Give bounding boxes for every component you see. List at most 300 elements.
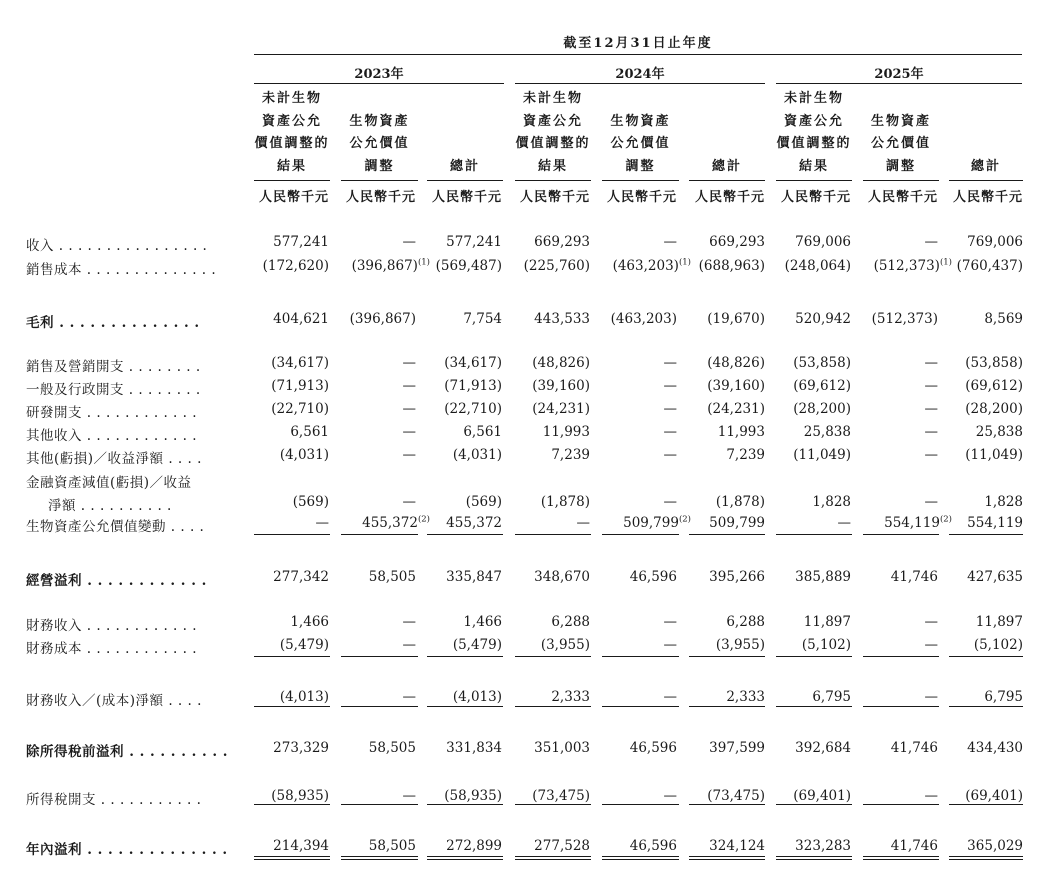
table-cell [249,355,329,371]
table-cell [249,311,329,327]
table-cell [858,838,938,854]
row-label [26,378,201,398]
table-cell [249,740,329,756]
column-header-line: 結果 [537,158,568,174]
cell-value: 25,838 [975,424,1023,440]
divider-line [254,83,504,84]
column-header-line: 生物資產 [349,113,410,129]
table-cell [249,515,329,531]
cell-value: (225,760) [523,258,590,274]
period-title: 截至12月31日止年度 [563,36,713,51]
cell-value: 1,828 [984,494,1023,510]
cell-value: (39,160) [707,378,765,394]
header-underline [427,180,503,181]
row-label-text: 淨額 [48,498,76,514]
cell-value: 214,394 [273,838,329,854]
cell-value: (24,231) [707,401,765,417]
total-underline [515,656,591,657]
cell-value: 58,505 [368,569,416,585]
divider-line [254,54,1022,55]
cell-value: (569) [465,494,502,510]
cell-value: 397,599 [709,740,765,756]
footnote-marker: (2) [417,514,430,525]
cell-value: 11,993 [542,424,590,440]
total-underline [776,706,852,707]
row-label [26,838,228,858]
total-underline [341,534,418,535]
table-cell [685,234,765,250]
cell-value: 554,119 [884,515,940,531]
total-underline [776,859,852,860]
cell-value: — [402,689,416,705]
table-cell [858,494,938,510]
cell-value: 769,006 [795,234,851,250]
cell-value: 6,795 [812,689,851,705]
table-cell [771,378,851,394]
cell-value: 351,003 [534,740,590,756]
column-header-line: 總計 [449,158,480,174]
table-cell [336,614,416,630]
table-cell [771,637,851,653]
row-label-text: 財務成本 [26,641,82,657]
cell-value: 427,635 [967,569,1023,585]
total-underline [515,804,591,805]
table-cell [422,637,502,653]
cell-value: (69,401) [965,788,1023,804]
cell-value: (1,878) [715,494,765,510]
table-cell [685,401,765,417]
leader-dots: . . . . . . . . . . . [96,792,202,808]
row-label [26,424,197,444]
cell-value: (53,858) [793,355,851,371]
column-header-line: 價值調整的 [515,136,591,151]
column-header-line: 公允價值 [610,136,671,151]
row-label [26,258,216,278]
table-cell [943,234,1023,250]
cell-value: (4,031) [279,447,329,463]
row-label-text: 財務收入／(成本)淨額 [26,693,164,709]
cell-value: — [402,614,416,630]
leader-dots: . . . . . . . . . . . . [82,573,207,589]
leader-dots: . . . . . . . . . . . . [82,428,197,444]
table-cell [336,234,416,250]
total-underline [341,859,418,860]
table-cell [943,614,1023,630]
table-cell [858,637,938,653]
footnote-marker: (1) [939,257,952,268]
leader-dots: . . . . . . . . . . . . [82,405,197,421]
table-cell [510,740,590,756]
total-underline [427,804,503,805]
table-cell [943,378,1023,394]
total-underline [602,706,679,707]
table-cell [597,378,677,394]
cell-value: 46,596 [629,838,677,854]
cell-value: — [924,788,938,804]
table-cell [943,494,1023,510]
cell-value: (569) [292,494,329,510]
cell-value: 277,342 [273,569,329,585]
total-underline [776,856,852,857]
table-cell [685,788,765,804]
column-header-line: 價值調整的 [776,136,852,151]
table-cell [872,258,952,274]
cell-value: 273,329 [273,740,329,756]
cell-value: — [924,494,938,510]
cell-value: (71,913) [271,378,329,394]
cell-value: 323,283 [795,838,851,854]
table-cell [597,637,677,653]
cell-value: 1,466 [290,614,329,630]
divider-line [776,83,1022,84]
cell-value: (39,160) [532,378,590,394]
table-cell [422,258,502,274]
total-underline [863,706,939,707]
table-cell [510,788,590,804]
table-cell [943,569,1023,585]
cell-value: (3,955) [540,637,590,653]
footnote-marker: (1) [678,257,691,268]
total-underline [949,706,1023,707]
table-cell [422,311,502,327]
table-cell [685,378,765,394]
cell-value: 6,561 [463,424,502,440]
table-cell [858,614,938,630]
row-label-text: 銷售成本 [26,262,82,278]
total-underline [689,804,765,805]
row-label [26,569,207,589]
total-underline [949,656,1023,657]
total-underline [863,856,939,857]
cell-value: 443,533 [534,311,590,327]
table-cell [510,234,590,250]
total-underline [776,804,852,805]
table-cell [597,494,677,510]
table-cell [336,378,416,394]
leader-dots: . . . . [166,519,205,535]
cell-value: 11,897 [803,614,851,630]
table-cell [685,424,765,440]
table-cell [685,614,765,630]
table-cell [771,234,851,250]
total-underline [341,804,418,805]
total-underline [515,859,591,860]
table-cell [771,447,851,463]
cell-value: (69,612) [965,378,1023,394]
unit-label: 人民幣千元 [867,190,938,205]
table-cell [597,447,677,463]
cell-value: — [924,637,938,653]
cell-value: (4,031) [452,447,502,463]
header-underline [341,180,418,181]
total-underline [689,706,765,707]
table-cell [685,447,765,463]
total-underline [602,534,679,535]
table-cell [510,614,590,630]
cell-value: — [402,494,416,510]
table-cell [510,355,590,371]
table-cell [858,401,938,417]
cell-value: 769,006 [967,234,1023,250]
cell-value: — [402,378,416,394]
table-cell [510,378,590,394]
cell-value: 395,266 [709,569,765,585]
cell-value: (11,049) [793,447,851,463]
table-cell [597,788,677,804]
table-cell [422,788,502,804]
table-cell [510,311,590,327]
total-underline [427,534,503,535]
cell-value: — [924,234,938,250]
total-underline [863,534,939,535]
cell-value: 455,372 [362,515,418,531]
cell-value: (22,710) [271,401,329,417]
table-cell [597,689,677,705]
row-label [26,788,201,808]
column-header-line: 未計生物 [261,91,322,106]
cell-value: — [402,424,416,440]
table-cell [685,311,765,327]
total-underline [427,656,503,657]
total-underline [949,804,1023,805]
row-label [26,311,200,331]
cell-value: (11,049) [965,447,1023,463]
row-label [26,614,197,634]
leader-dots: . . . . . . . . . . . . . . [82,842,228,858]
cell-value: 1,828 [812,494,851,510]
table-cell [350,258,430,274]
cell-value: (512,373) [871,311,938,327]
divider-line [515,83,765,84]
table-cell [422,494,502,510]
total-underline [254,706,330,707]
cell-value: 509,799 [709,515,765,531]
cell-value: 385,889 [795,569,851,585]
cell-value: 392,684 [795,740,851,756]
footnote-marker: (2) [939,514,952,525]
total-underline [949,534,1023,535]
table-cell [771,614,851,630]
total-underline [427,859,503,860]
table-cell [943,689,1023,705]
cell-value: (5,479) [279,637,329,653]
table-cell [872,515,952,531]
cell-value: (19,670) [707,311,765,327]
total-underline [863,804,939,805]
cell-value: (3,955) [715,637,765,653]
table-cell [336,401,416,417]
cell-value: — [663,234,677,250]
row-label-text: 收入 [26,238,54,254]
leader-dots: . . . . . . . . . . . . [82,641,197,657]
year-heading: 2025年 [874,67,924,82]
total-underline [254,856,330,857]
table-cell [336,788,416,804]
cell-value: 348,670 [534,569,590,585]
cell-value: (58,935) [271,788,329,804]
unit-label: 人民幣千元 [952,190,1023,205]
table-cell [249,424,329,440]
row-label-text: 金融資產減值(虧損)／收益 [26,475,192,491]
cell-value: 277,528 [534,838,590,854]
cell-value: — [663,424,677,440]
row-label [48,494,172,514]
total-underline [776,656,852,657]
table-cell [422,424,502,440]
cell-value: (760,437) [956,258,1023,274]
cell-value: 6,561 [290,424,329,440]
table-cell [685,569,765,585]
cell-value: — [924,401,938,417]
table-cell [943,355,1023,371]
total-underline [427,706,503,707]
cell-value: (48,826) [707,355,765,371]
table-cell [858,788,938,804]
cell-value: (463,203) [610,311,677,327]
cell-value: — [576,515,590,531]
table-cell [943,311,1023,327]
table-cell [422,569,502,585]
row-label [26,234,207,254]
cell-value: (4,013) [452,689,502,705]
leader-dots: . . . . . . . . . . [124,744,228,760]
cell-value: — [402,355,416,371]
table-cell [336,569,416,585]
row-label-text: 其他收入 [26,428,82,444]
table-cell [858,740,938,756]
table-cell [685,689,765,705]
cell-value: — [924,355,938,371]
cell-value: — [663,355,677,371]
cell-value: 335,847 [446,569,502,585]
row-label [26,637,197,657]
table-cell [943,637,1023,653]
total-underline [949,859,1023,860]
total-underline [341,656,418,657]
cell-value: 7,754 [463,311,502,327]
column-header-line: 調整 [885,158,916,174]
total-underline [602,859,679,860]
column-header-line: 公允價值 [349,136,410,151]
table-cell [611,258,691,274]
column-header-line: 生物資產 [870,113,931,129]
column-header-line: 總計 [970,158,1001,174]
table-cell [611,515,691,531]
total-underline [254,656,330,657]
table-cell [858,378,938,394]
column-header-line: 未計生物 [522,91,583,106]
table-cell [510,401,590,417]
cell-value: (58,935) [444,788,502,804]
cell-value: — [924,614,938,630]
cell-value: — [924,378,938,394]
cell-value: 1,466 [463,614,502,630]
row-label-text: 財務收入 [26,618,82,634]
total-underline [515,706,591,707]
unit-label: 人民幣千元 [780,190,851,205]
table-cell [685,494,765,510]
total-underline [689,856,765,857]
footnote-marker: (2) [678,514,691,525]
cell-value: — [315,515,329,531]
cell-value: 554,119 [967,515,1023,531]
table-cell [336,494,416,510]
column-header-line: 公允價值 [870,136,931,151]
cell-value: (28,200) [793,401,851,417]
row-label-text: 除所得稅前溢利 [26,744,124,760]
leader-dots: . . . . . . . . . . . . . . [82,262,217,278]
table-cell [771,569,851,585]
table-cell [771,494,851,510]
unit-label: 人民幣千元 [431,190,502,205]
cell-value: — [402,401,416,417]
table-cell [422,401,502,417]
table-cell [858,234,938,250]
cell-value: 11,993 [717,424,765,440]
table-cell [858,355,938,371]
total-underline [863,859,939,860]
total-underline [602,856,679,857]
table-cell [510,515,590,531]
cell-value: 365,029 [967,838,1023,854]
total-underline [515,856,591,857]
row-label-text: 銷售及營銷開支 [26,359,124,375]
cell-value: 404,621 [273,311,329,327]
cell-value: (4,013) [279,689,329,705]
table-cell [597,355,677,371]
cell-value: 331,834 [446,740,502,756]
table-cell [350,515,430,531]
table-cell [422,740,502,756]
row-label-text: 一般及行政開支 [26,382,124,398]
table-cell [249,494,329,510]
column-header-line: 資產公允 [783,113,844,129]
cell-value: (396,867) [349,311,416,327]
cell-value: — [837,515,851,531]
cell-value: 272,899 [446,838,502,854]
cell-value: (688,963) [698,258,765,274]
table-cell [858,424,938,440]
table-cell [771,401,851,417]
table-cell [597,614,677,630]
table-cell [597,311,677,327]
cell-value: 7,239 [551,447,590,463]
cell-value: 46,596 [629,740,677,756]
table-cell [249,637,329,653]
cell-value: 669,293 [709,234,765,250]
column-header-line: 調整 [364,158,395,174]
total-underline [427,856,503,857]
cell-value: 58,505 [368,740,416,756]
cell-value: — [663,788,677,804]
cell-value: — [663,637,677,653]
unit-label: 人民幣千元 [258,190,329,205]
table-cell [249,258,329,274]
leader-dots: . . . . . . . . . . . . . . . . [54,238,208,254]
cell-value: 577,241 [446,234,502,250]
cell-value: 669,293 [534,234,590,250]
table-cell [685,515,765,531]
table-cell [422,515,502,531]
row-label-text: 所得稅開支 [26,792,96,808]
leader-dots: . . . . . . . . . . . . [82,618,197,634]
table-cell [510,258,590,274]
cell-value: — [924,424,938,440]
cell-value: (73,475) [532,788,590,804]
cell-value: (73,475) [707,788,765,804]
leader-dots: . . . . . . . . [124,359,201,375]
table-cell [685,740,765,756]
